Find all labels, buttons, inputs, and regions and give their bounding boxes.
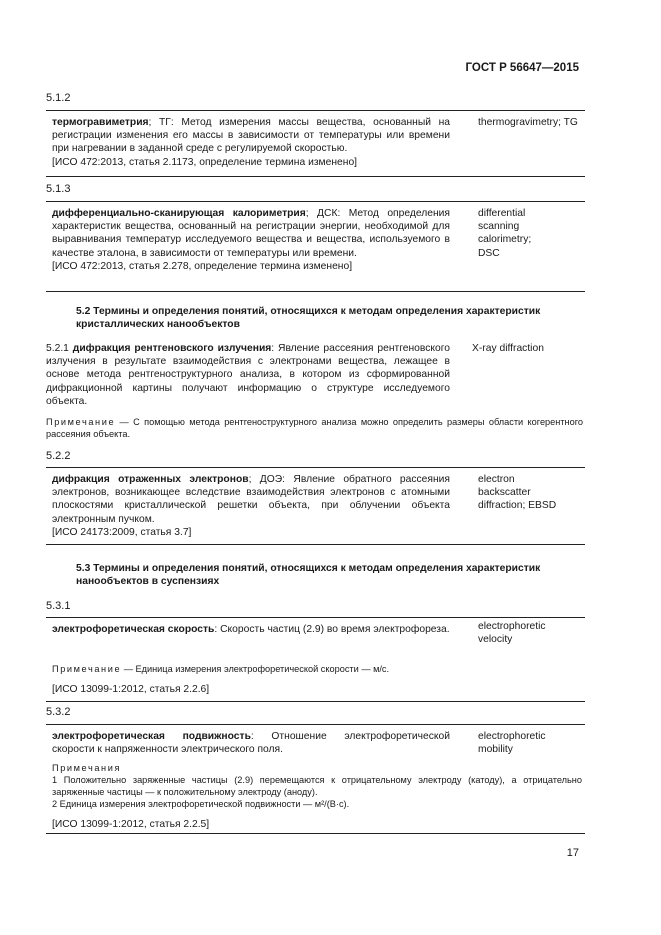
section-heading: 5.2 Термины и определения понятий, относящихся к методам определения характеристик кристаллических нанообъектов — [76, 306, 541, 331]
definition-text: : Скорость частиц (2.9) во время электрофореза. — [214, 624, 450, 635]
note — [52, 663, 582, 675]
term-name: дифракция рентгеновского излучения — [72, 343, 272, 354]
english-equivalent: electrophoretic velocity — [478, 621, 546, 646]
note — [46, 416, 583, 440]
page-number: 17 — [566, 847, 579, 859]
source-reference: [ИСО 472:2013, статья 2.278, определение термина изменено] — [52, 260, 353, 272]
note-item: 2 Единица измерения электрофоретической подвижности — м²/(В·с). — [52, 799, 350, 809]
term-name: электрофоретическая подвижность — [52, 731, 251, 742]
definition-text: : Явление рассеяния рентгеновского излучения в результате взаимодействия с электронами вещества, лежащее в основе метода рентгеноструктурного анализа, в котором из сформированной дифракционной картины получают информацию о структуре исследуемого объекта. — [46, 343, 450, 407]
term-box — [46, 201, 585, 292]
term-box — [46, 110, 585, 177]
english-equivalent: X-ray diffraction — [472, 343, 544, 354]
note-text: — С помощью метода рентгеноструктурного анализа можно определить размеры области когерентного рассеяния объекта. — [46, 417, 583, 439]
note-item: 1 Положительно заряженные частицы (2.9) перемещаются к отрицательному электроду (катоду), а отрицательно заряженные частицы — к положительному электроду (аноду). — [52, 775, 582, 797]
term-box — [46, 467, 585, 545]
note-label: Примечание — [52, 664, 122, 674]
notes — [52, 762, 582, 810]
clause-number: 5.2.2 — [46, 450, 71, 462]
term-definition — [52, 207, 450, 273]
definition-text: ; ДСК: Метод определения характеристик вещества, основанный на регистрации энергии, необходимой для выравнивания температур исследуемого вещества и вещества, используемого в качестве эталона, в зависимости от температуры или времени. — [52, 208, 450, 259]
term-name: дифракция отраженных электронов — [52, 474, 249, 485]
definition-text: ; ТГ: Метод измерения массы вещества, основанный на регистрации изменения его массы в зависимости от температуры или времени при нагревании в заданной среде с регулируемой скоростью. — [52, 117, 450, 155]
definition-text: ; ДОЭ: Явление обратного рассеяния электронов, возникающее вследствие взаимодействия электронов с атомными плоскостями кристаллической решетки объекта, при облучении объекта электронным пучком. — [52, 474, 450, 525]
section-heading: 5.3 Термины и определения понятий, относящихся к методам определения характеристик нанообъектов в суспензиях — [76, 563, 541, 588]
term-name: термогравиметрия — [52, 117, 149, 128]
term-name: электрофоретическая скорость — [52, 624, 215, 635]
clause-number: 5.3.1 — [46, 600, 71, 612]
english-equivalent: thermogravimetry; TG — [478, 117, 578, 128]
source-reference: [ИСО 13099-1:2012, статья 2.2.5] — [52, 819, 210, 830]
term-definition — [52, 623, 450, 636]
clause-number: 5.3.2 — [46, 706, 71, 718]
definition-text: : Отношение электрофоретической скорости к напряженности электрического поля. — [52, 731, 450, 756]
term-name: дифференциально-сканирующая калориметрия — [52, 208, 306, 219]
clause-number: 5.2.1 — [46, 343, 69, 354]
term-box — [46, 724, 585, 834]
note-label: Примечания — [52, 763, 122, 773]
term-definition — [52, 116, 450, 169]
document-header: ГОСТ Р 56647—2015 — [465, 62, 579, 74]
note-label: Примечание — [46, 417, 116, 427]
term-definition — [52, 730, 450, 756]
english-equivalent: electrophoretic mobility — [478, 731, 546, 756]
term-definition — [46, 342, 450, 408]
note-text: — Единица измерения электрофоретической скорости — м/с. — [121, 664, 390, 674]
english-equivalent: electron backscatter diffraction; EBSD — [478, 474, 557, 512]
clause-number: 5.1.2 — [46, 92, 71, 104]
source-reference: [ИСО 472:2013, статья 2.1173, определение термина изменено] — [52, 156, 358, 168]
source-reference: [ИСО 24173:2009, статья 3.7] — [52, 526, 192, 538]
clause-number: 5.1.3 — [46, 183, 71, 195]
term-box — [46, 617, 585, 702]
source-reference: [ИСО 13099-1:2012, статья 2.2.6] — [52, 684, 210, 695]
english-equivalent: differential scanning calorimetry; DSC — [478, 208, 532, 259]
term-definition — [52, 473, 450, 539]
